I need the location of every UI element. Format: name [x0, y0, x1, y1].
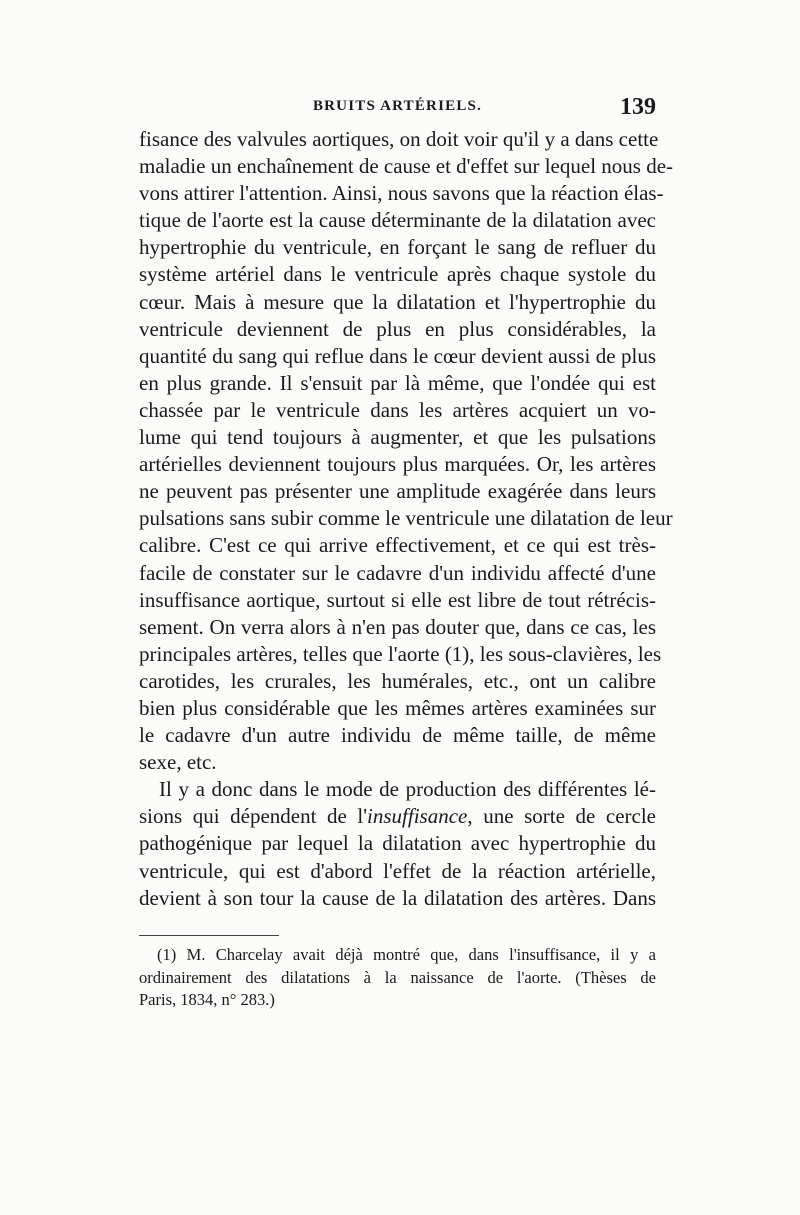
footnote-line: (1) M. Charcelay avait déjà montré que, dans l'insuffisance, il y a [157, 945, 656, 964]
text-line: chassée par le ventricule dans les artères acquiert un vo- [139, 397, 656, 422]
text-line: artérielles deviennent toujours plus marquées. Or, les artères [139, 452, 656, 477]
text-line: Il y a donc dans le mode de production des différentes lé- [159, 777, 656, 802]
text-line: sement. On verra alors à n'en pas douter que, dans ce cas, les [139, 614, 656, 639]
text-line: vons attirer l'attention. Ainsi, nous savons que la réaction élas- [139, 181, 664, 206]
text-line: quantité du sang qui reflue dans le cœur devient aussi de plus [139, 343, 656, 368]
text-line: principales artères, telles que l'aorte (1), les sous-clavières, les [139, 641, 662, 666]
text-line: ventricule deviennent de plus en plus considérables, la [139, 316, 656, 341]
page-number: 139 [620, 94, 656, 120]
text-line: pulsations sans subir comme le ventricule une dilatation de leur [139, 506, 673, 531]
text-line: sexe, etc. [139, 750, 217, 775]
text-line: pathogénique par lequel la dilatation avec hypertrophie du [139, 831, 656, 856]
running-title: BRUITS ARTÉRIELS. [312, 98, 483, 114]
text-line: carotides, les crurales, les humérales, etc., ont un calibre [139, 668, 656, 693]
text-line: insuffisance aortique, surtout si elle est libre de tout rétrécis- [139, 587, 656, 612]
text-line: cœur. Mais à mesure que la dilatation et l'hypertrophie du [139, 289, 656, 314]
footnote-line: ordinairement des dilatations à la naissance de l'aorte. (Thèses de [139, 967, 656, 987]
text-line: facile de constater sur le cadavre d'un individu affecté d'une [139, 560, 656, 585]
text-line: lume qui tend toujours à augmenter, et que les pulsations [139, 425, 656, 450]
text-line: fisance des valvules aortiques, on doit voir qu'il y a dans cette [139, 127, 659, 151]
text-segment: , une sorte de cercle [467, 804, 656, 829]
footnote [139, 944, 656, 1012]
running-head [139, 96, 656, 126]
text-line: tique de l'aorte est la cause déterminante de la dilatation avec [139, 208, 656, 233]
footnote-line: Paris, 1834, n° 283.) [139, 990, 275, 1009]
text-segment: sions qui dépendent de l' [139, 804, 368, 829]
text-line [139, 803, 656, 830]
text-line: système artériel dans le ventricule après chaque systole du [139, 262, 656, 287]
text-line: ne peuvent pas présenter une amplitude exagérée dans leurs [139, 479, 656, 504]
text-line: ventricule, qui est d'abord l'effet de la réaction artérielle, [139, 858, 656, 883]
text-line: bien plus considérable que les mêmes artères examinées sur [139, 695, 656, 720]
text-line: en plus grande. Il s'ensuit par là même, que l'ondée qui est [139, 370, 656, 395]
italic-term: insuffisance [367, 804, 468, 829]
text-line: hypertrophie du ventricule, en forçant le sang de refluer du [139, 235, 656, 260]
footnote-divider [139, 935, 279, 936]
text-line: maladie un enchaînement de cause et d'effet sur lequel nous de- [139, 154, 674, 179]
body-text [139, 126, 674, 912]
text-line: devient à son tour la cause de la dilatation des artères. Dans [139, 885, 656, 910]
text-line: le cadavre d'un autre individu de même taille, de même [139, 723, 656, 748]
text-line: calibre. C'est ce qui arrive effectivement, et ce qui est très- [139, 533, 656, 558]
